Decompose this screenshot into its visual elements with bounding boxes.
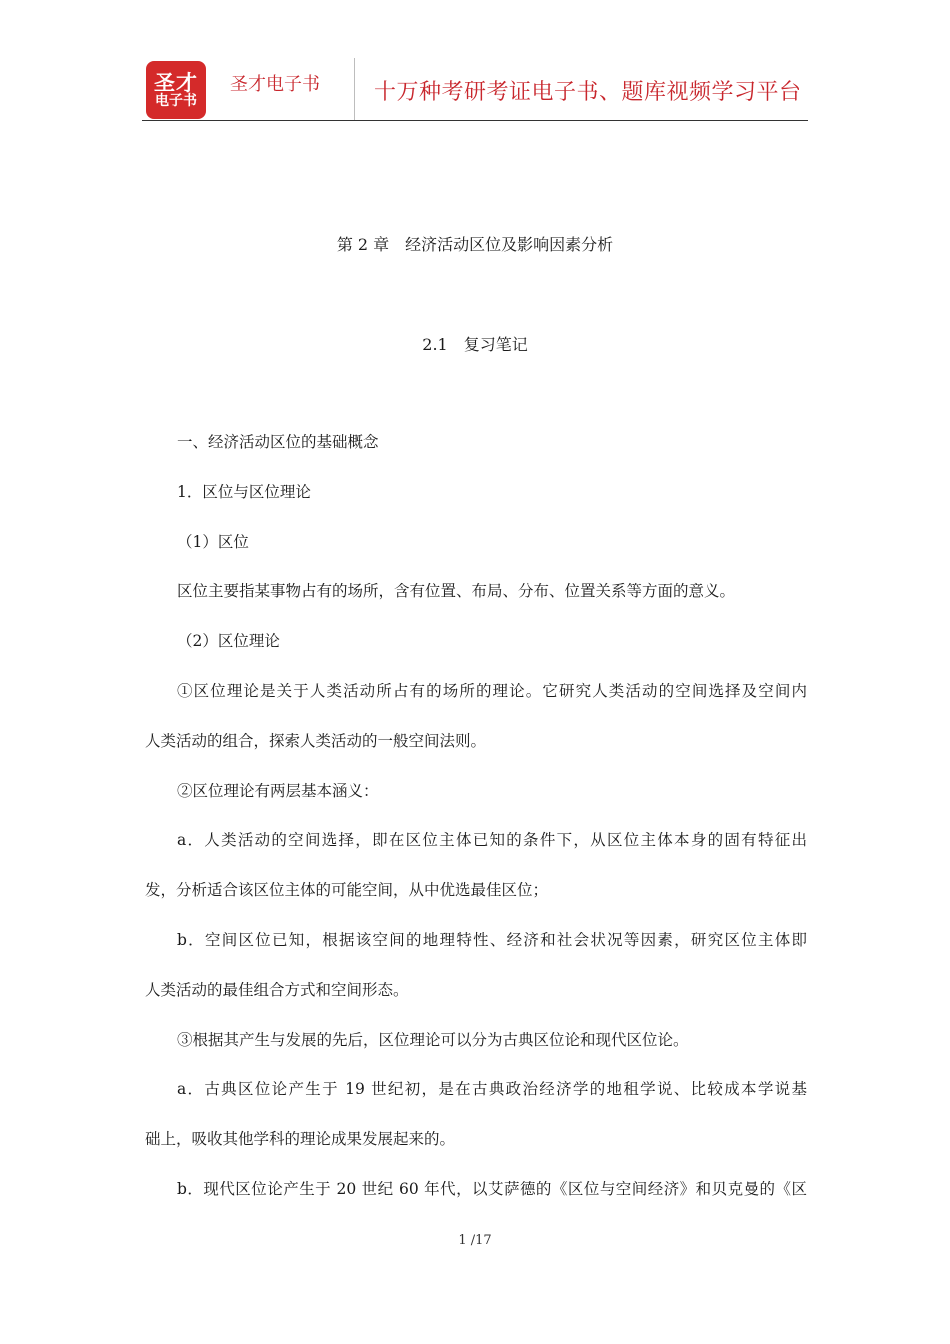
paragraph-line: 发，分析适合该区位主体的可能空间，从中优选最佳区位； [145,881,549,900]
paragraph-line: 人类活动的最佳组合方式和空间形态。 [145,980,409,999]
paragraph-line: ②区位理论有两层基本涵义： [177,781,379,800]
heading-level1: 一、经济活动区位的基础概念 [177,433,379,451]
header-rule [142,120,808,121]
logo-text-top: 圣才 [154,70,198,95]
page-number: 1 /17 [458,1233,492,1248]
paragraph-line: 区位主要指某事物占有的场所，含有位置、布局、分布、位置关系等方面的意义。 [177,582,736,601]
paragraph-line: 人类活动的组合，探索人类活动的一般空间法则。 [145,731,487,750]
paragraph-line: ①区位理论是关于人类活动所占有的场所的理论。它研究人类活动的空间选择及空间内 [177,681,807,700]
paragraph-line: a．人类活动的空间选择，即在区位主体已知的条件下，从区位主体本身的固有特征出 [177,831,807,850]
chapter-title: 第 2 章 经济活动区位及影响因素分析 [336,235,614,254]
paragraph-line: a．古典区位论产生于 19 世纪初，是在古典政治经济学的地租学说、比较成本学说基 [177,1080,807,1099]
brand-name: 圣才电子书 [230,74,320,95]
paragraph-line: b．空间区位已知，根据该空间的地理特性、经济和社会状况等因素，研究区位主体即 [177,930,807,949]
paragraph-line: ③根据其产生与发展的先后，区位理论可以分为古典区位论和现代区位论。 [177,1030,689,1049]
header-divider [354,58,355,120]
heading-level3: （2）区位理论 [177,632,280,651]
paragraph-line: 础上，吸收其他学科的理论成果发展起来的。 [145,1130,456,1149]
section-title: 2.1 复习笔记 [422,335,528,354]
header-tagline: 十万种考研考证电子书、题库视频学习平台 [374,80,802,105]
paragraph-line: b．现代区位论产生于 20 世纪 60 年代，以艾萨德的《区位与空间经济》和贝克曼的《区 [177,1179,807,1198]
logo-icon [146,61,206,119]
heading-level2: 1．区位与区位理论 [177,482,311,501]
document-body [145,430,807,1227]
logo-text-bottom: 电子书 [155,92,197,109]
page-header [142,58,808,121]
heading-level3: （1）区位 [177,532,249,551]
